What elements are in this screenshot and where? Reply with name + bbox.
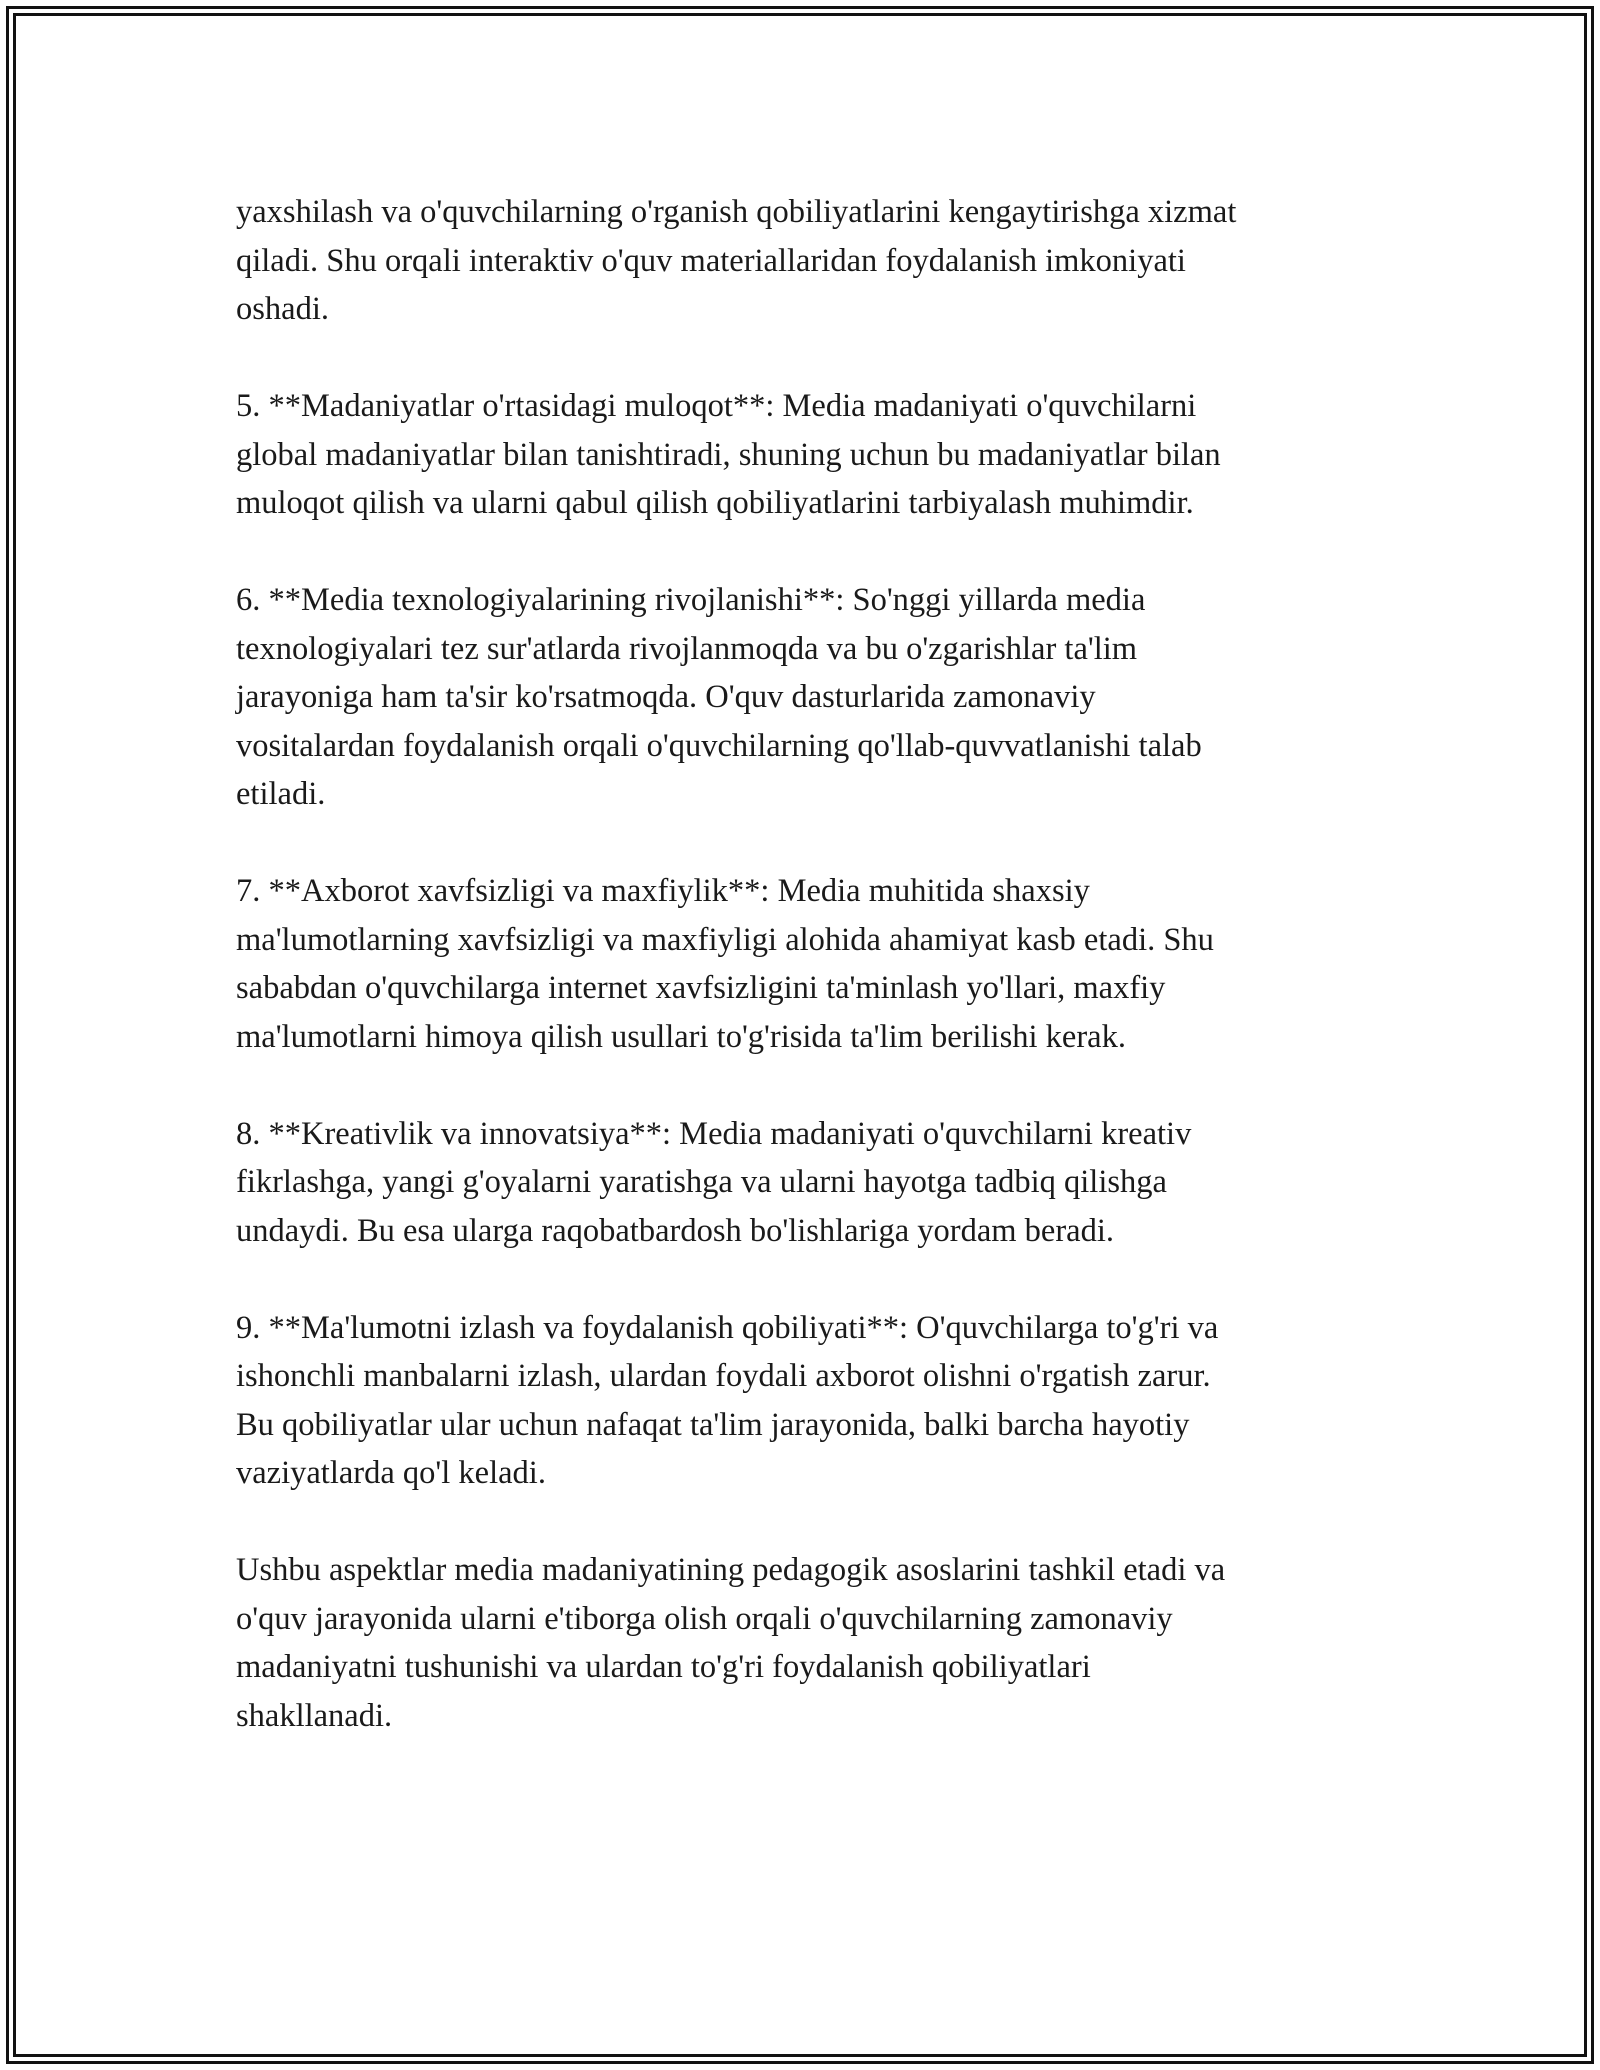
paragraph-conclusion: [236, 1546, 1376, 1740]
paragraph-item-8: [236, 1110, 1376, 1256]
text-line: 9. **Ma'lumotni izlash va foydalanish qobiliyati**: O'quvchilarga to'g'ri va: [236, 1309, 1219, 1346]
text-line: jarayoniga ham ta'sir ko'rsatmoqda. O'quv dasturlarida zamonaviy: [236, 679, 1096, 715]
text-line: madaniyatni tushunishi va ulardan to'g'ri foydalanish qobiliyatlari: [236, 1649, 1091, 1685]
text-line: muloqot qilish va ularni qabul qilish qobiliyatlarini tarbiyalash muhimdir.: [236, 485, 1194, 521]
text-line: qiladi. Shu orqali interaktiv o'quv materiallaridan foydalanish imkoniyati: [236, 242, 1186, 279]
text-line: vositalardan foydalanish orqali o'quvchilarning qo'llab-quvvatlanishi talab: [236, 727, 1202, 764]
text-line: o'quv jarayonida ularni e'tiborga olish orqali o'quvchilarning zamonaviy: [236, 1600, 1173, 1637]
paragraph-item-6: [236, 576, 1376, 819]
paragraph-item-5: [236, 382, 1376, 528]
text-line: undaydi. Bu esa ularga raqobatbardosh bo'lishlariga yordam beradi.: [236, 1212, 1114, 1249]
text-line: ishonchli manbalarni izlash, ulardan foydali axborot olishni o'rgatish zarur.: [236, 1358, 1211, 1394]
text-line: sababdan o'quvchilarga internet xavfsizligini ta'minlash yo'llari, maxfiy: [236, 970, 1166, 1006]
text-line: etiladi.: [236, 776, 326, 812]
text-line: fikrlashga, yangi g'oyalarni yaratishga va ularni hayotga tadbiq qilishga: [236, 1164, 1167, 1200]
text-line: global madaniyatlar bilan tanishtiradi, shuning uchun bu madaniyatlar bilan: [236, 436, 1221, 473]
paragraph-intro-continuation: [236, 188, 1376, 334]
text-line: yaxshilash va o'quvchilarning o'rganish qobiliyatlarini kengaytirishga xizmat: [236, 194, 1237, 230]
text-line: 6. **Media texnologiyalarining rivojlanishi**: So'nggi yillarda media: [236, 582, 1146, 618]
text-line: shakllanadi.: [236, 1697, 393, 1734]
text-line: 5. **Madaniyatlar o'rtasidagi muloqot**: Media madaniyati o'quvchilarni: [236, 388, 1197, 424]
text-line: Ushbu aspektlar media madaniyatining pedagogik asoslarini tashkil etadi va: [236, 1552, 1226, 1588]
text-line: ma'lumotlarning xavfsizligi va maxfiyligi alohida ahamiyat kasb etadi. Shu: [236, 921, 1214, 958]
text-line: 7. **Axborot xavfsizligi va maxfiylik**: Media muhitida shaxsiy: [236, 873, 1090, 909]
text-line: oshadi.: [236, 291, 329, 327]
paragraph-item-7: [236, 867, 1376, 1061]
text-line: vaziyatlarda qo'l keladi.: [236, 1455, 546, 1491]
document-body: [236, 188, 1376, 1740]
text-line: Bu qobiliyatlar ular uchun nafaqat ta'lim jarayonida, balki barcha hayotiy: [236, 1406, 1190, 1443]
text-line: ma'lumotlarni himoya qilish usullari to'g'risida ta'lim berilishi kerak.: [236, 1018, 1126, 1055]
text-line: texnologiyalari tez sur'atlarda rivojlanmoqda va bu o'zgarishlar ta'lim: [236, 630, 1138, 667]
text-line: 8. **Kreativlik va innovatsiya**: Media madaniyati o'quvchilarni kreativ: [236, 1115, 1192, 1152]
paragraph-item-9: [236, 1304, 1376, 1498]
